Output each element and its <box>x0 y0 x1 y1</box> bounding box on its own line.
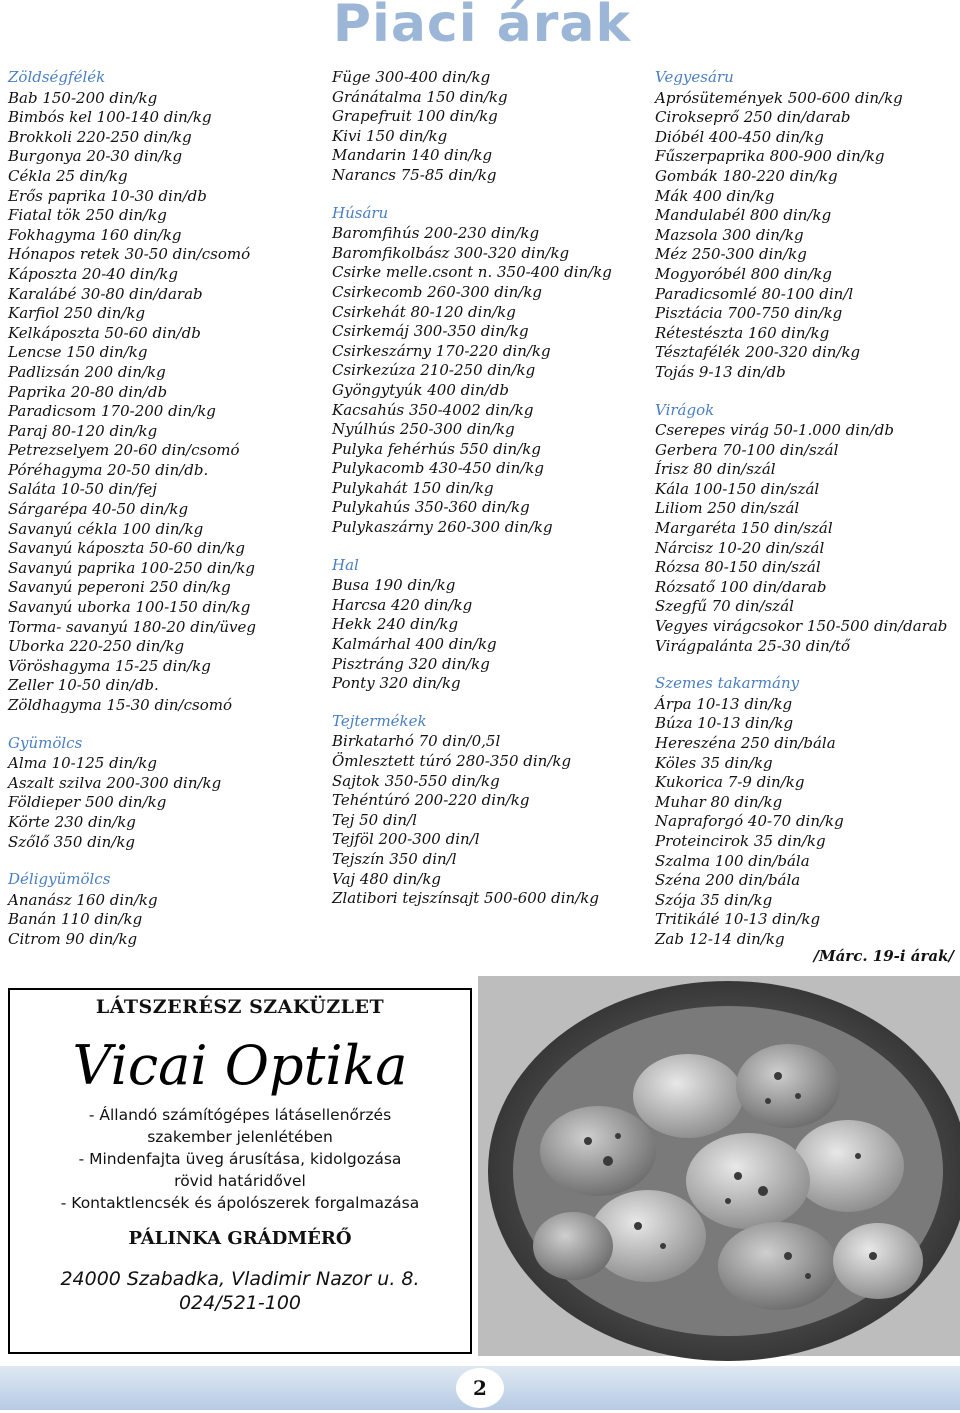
price-item: Narancs 75-85 din/kg <box>332 165 497 184</box>
price-item: Nárcisz 10-20 din/szál <box>655 538 825 557</box>
price-item: Grapefruit 100 din/kg <box>332 107 498 126</box>
section-title: Vegyesáru <box>655 68 734 86</box>
price-item: Fokhagyma 160 din/kg <box>8 225 182 244</box>
price-item: Muhar 80 din/kg <box>655 792 783 811</box>
price-item: Dióbél 400-450 din/kg <box>655 127 824 146</box>
vicai-optika-logo <box>10 1024 470 1104</box>
easter-eggs-photo <box>478 976 960 1356</box>
price-item: Gránátalma 150 din/kg <box>332 87 508 106</box>
section-title: Virágok <box>655 400 715 419</box>
price-item: Cékla 25 din/kg <box>8 166 128 185</box>
price-item: Pulykacomb 430-450 din/kg <box>332 459 544 478</box>
price-list <box>8 89 318 716</box>
price-item: Pulykahús 350-360 din/kg <box>332 498 530 517</box>
price-item: Csirkeszárny 170-220 din/kg <box>332 341 551 360</box>
price-item: Savanyú paprika 100-250 din/kg <box>8 558 256 577</box>
price-item: Busa 190 din/kg <box>332 576 456 595</box>
price-item: Saláta 10-50 din/fej <box>8 480 157 499</box>
egg-shape <box>686 1133 810 1229</box>
section-viragok <box>655 401 955 657</box>
price-item: Kelkáposzta 50-60 din/db <box>8 323 201 342</box>
price-item: Méz 250-300 din/kg <box>655 245 807 264</box>
logo-text: Vicai Optika <box>72 1034 408 1097</box>
section-title: Zöldségfélék <box>8 68 106 86</box>
price-list <box>332 732 642 908</box>
price-item: Csirkecomb 260-300 din/kg <box>332 282 543 301</box>
ad-address: 24000 Szabadka, Vladimir Nazor u. 8. <box>60 1268 420 1290</box>
price-item: Mandarin 140 din/kg <box>332 146 493 165</box>
egg-shape <box>833 1223 923 1299</box>
price-item: Baromfihús 200-230 din/kg <box>332 224 540 243</box>
price-item: Hereszéna 250 din/bála <box>655 734 836 752</box>
price-item: Nyúlhús 250-300 din/kg <box>332 420 515 439</box>
price-item: Torma- savanyú 180-20 din/üveg <box>8 617 256 636</box>
price-item: Ömlesztett túró 280-350 din/kg <box>332 752 572 770</box>
price-item: Burgonya 20-30 din/kg <box>8 147 183 166</box>
price-item: Kála 100-150 din/szál <box>655 479 820 498</box>
price-item: Ananász 160 din/kg <box>8 890 158 909</box>
section-vegyesaru <box>655 68 955 383</box>
price-item: Paradicsomlé 80-100 din/l <box>655 284 854 303</box>
price-item: Proteincirok 35 din/kg <box>655 831 826 850</box>
price-item: Kukorica 7-9 din/kg <box>655 773 805 792</box>
section-zoldsegfelek <box>8 68 318 716</box>
price-item: Pisztráng 320 din/kg <box>332 654 490 673</box>
price-item: Padlizsán 200 din/kg <box>8 362 166 381</box>
price-item: Petrezselyem 20-60 din/csomó <box>8 441 240 460</box>
section-title: Gyümölcs <box>8 733 83 752</box>
price-item: Uborka 220-250 din/kg <box>8 637 185 656</box>
price-item: Szója 35 din/kg <box>655 890 773 909</box>
price-item: Írisz 80 din/szál <box>655 460 776 479</box>
price-item: Szegfű 70 din/szál <box>655 597 794 616</box>
price-date-note: /Márc. 19-i árak/ <box>813 947 954 965</box>
section-gyumolcs <box>8 734 318 853</box>
price-item: Rétestészta 160 din/kg <box>655 323 830 342</box>
price-item: Csirkezúza 210-250 din/kg <box>332 361 536 380</box>
ad-service-line: - Állandó számítógépes látásellenőrzés <box>88 1106 392 1124</box>
price-item: Fiatal tök 250 din/kg <box>8 206 167 225</box>
section-title: Hal <box>332 555 359 574</box>
price-item: Paraj 80-120 din/kg <box>8 421 158 440</box>
price-item: Pulyka fehérhús 550 din/kg <box>332 439 541 458</box>
price-item: Köles 35 din/kg <box>655 753 773 772</box>
price-item: Gerbera 70-100 din/szál <box>655 440 839 459</box>
section-husaru <box>332 204 642 538</box>
price-item: Szőlő 350 din/kg <box>8 832 136 851</box>
price-item: Rózsatő 100 din/darab <box>655 577 827 596</box>
price-item: Banán 110 din/kg <box>8 910 143 929</box>
price-item: Liliom 250 din/szál <box>655 499 800 518</box>
ad-palinka-line: PÁLINKA GRÁDMÉRŐ <box>128 1228 352 1249</box>
price-item: Birkatarhó 70 din/0,5l <box>332 732 501 751</box>
price-item: Vöröshagyma 15-25 din/kg <box>8 656 211 675</box>
price-list <box>332 224 642 538</box>
ad-service-line: szakember jelenlétében <box>147 1128 333 1146</box>
section-szemes-takarmany <box>655 674 955 949</box>
ad-service-line: - Kontaktlencsék és ápolószerek forgalmazása <box>60 1194 420 1212</box>
price-item: Vegyes virágcsokor 150-500 din/darab <box>655 617 948 636</box>
price-item: Erős paprika 10-30 din/db <box>8 186 207 205</box>
price-item: Savanyú uborka 100-150 din/kg <box>8 598 251 617</box>
section-deligyumolcs <box>8 870 318 949</box>
optika-advertisement <box>8 988 472 1354</box>
price-list <box>8 891 318 950</box>
price-item: Tojás 9-13 din/db <box>655 362 786 381</box>
price-item: Harcsa 420 din/kg <box>332 595 473 614</box>
price-item: Szalma 100 din/bála <box>655 851 810 870</box>
price-item: Széna 200 din/bála <box>655 871 801 890</box>
price-item: Mák 400 din/kg <box>655 186 775 205</box>
price-item: Póréhagyma 20-50 din/db. <box>8 460 209 479</box>
price-item: Mogyoróbél 800 din/kg <box>655 264 832 283</box>
price-item: Árpa 10-13 din/kg <box>655 694 793 713</box>
price-item: Sárgarépa 40-50 din/kg <box>8 500 189 519</box>
price-item: Gyöngytyúk 400 din/db <box>332 380 509 399</box>
price-item: Virágpalánta 25-30 din/tő <box>655 636 850 655</box>
price-item: Zlatibori tejszínsajt 500-600 din/kg <box>332 889 599 908</box>
price-list <box>8 754 318 852</box>
price-item: Sajtok 350-550 din/kg <box>332 771 500 790</box>
price-list <box>655 421 955 656</box>
egg-shape <box>540 1106 656 1196</box>
section-title: Tejtermékek <box>332 711 427 730</box>
price-item: Bab 150-200 din/kg <box>8 88 158 107</box>
section-title: Szemes takarmány <box>655 674 800 693</box>
egg-shape <box>533 1212 613 1280</box>
price-item: Napraforgó 40-70 din/kg <box>655 812 844 831</box>
price-item: Csirke melle.csont n. 350-400 din/kg <box>332 263 612 282</box>
price-item: Csirkemáj 300-350 din/kg <box>332 322 529 341</box>
ad-service-line: rövid határidővel <box>174 1172 306 1190</box>
price-item: Tejszín 350 din/l <box>332 849 457 868</box>
price-item: Tej 50 din/l <box>332 810 417 829</box>
price-item: Kivi 150 din/kg <box>332 126 448 145</box>
section-title: Déligyümölcs <box>8 870 111 889</box>
ad-title: LÁTSZERÉSZ SZAKÜZLET <box>95 996 385 1018</box>
egg-shape <box>633 1054 743 1138</box>
price-item: Margaréta 150 din/szál <box>655 519 833 538</box>
price-item: Pulykaszárny 260-300 din/kg <box>332 518 553 537</box>
price-item: Alma 10-125 din/kg <box>8 754 157 773</box>
price-list <box>655 89 955 383</box>
price-item: Ponty 320 din/kg <box>332 674 461 693</box>
price-item: Kalmárhal 400 din/kg <box>332 635 497 654</box>
price-item: Bimbós kel 100-140 din/kg <box>8 108 212 127</box>
price-item: Zeller 10-50 din/db. <box>8 676 159 695</box>
price-column-3 <box>655 68 955 968</box>
section-hal <box>332 556 642 694</box>
price-column-1 <box>8 68 318 968</box>
price-item: Kacsahús 350-4002 din/kg <box>332 400 534 419</box>
price-item: Búza 10-13 din/kg <box>655 714 794 733</box>
price-item: Pisztácia 700-750 din/kg <box>655 304 843 323</box>
price-item: Vaj 480 din/kg <box>332 869 442 888</box>
egg-shape <box>736 1044 840 1128</box>
price-item: Cirokseprő 250 din/darab <box>655 108 851 127</box>
price-item: Fűszerpaprika 800-900 din/kg <box>655 147 885 166</box>
price-item: Füge 300-400 din/kg <box>332 68 491 86</box>
price-item: Karfiol 250 din/kg <box>8 304 146 323</box>
ad-service-line: - Mindenfajta üveg árusítása, kidolgozása <box>78 1150 402 1168</box>
price-item: Savanyú cékla 100 din/kg <box>8 519 204 538</box>
price-item: Gombák 180-220 din/kg <box>655 166 838 185</box>
price-item: Aszalt szilva 200-300 din/kg <box>8 773 222 792</box>
ad-phone: 024/521-100 <box>178 1292 302 1314</box>
price-item: Brokkoli 220-250 din/kg <box>8 127 192 146</box>
price-item: Zab 12-14 din/kg <box>655 929 785 948</box>
price-item: Hekk 240 din/kg <box>332 615 459 634</box>
price-item: Tésztafélék 200-320 din/kg <box>655 343 861 362</box>
price-item: Csirkehát 80-120 din/kg <box>332 302 516 321</box>
egg-shape <box>718 1222 838 1310</box>
price-item: Paradicsom 170-200 din/kg <box>8 402 216 421</box>
price-item: Paprika 20-80 din/db <box>8 382 168 401</box>
price-item: Tejföl 200-300 din/l <box>332 830 480 849</box>
price-item: Tritikálé 10-13 din/kg <box>655 910 821 929</box>
price-item: Földieper 500 din/kg <box>8 793 167 812</box>
price-list <box>332 576 642 694</box>
price-item: Mazsola 300 din/kg <box>655 225 804 244</box>
price-item: Cserepes virág 50-1.000 din/db <box>655 421 894 440</box>
egg-shape <box>792 1120 904 1212</box>
price-column-2 <box>332 68 642 927</box>
page-title: Piaci árak <box>332 0 632 54</box>
price-item: Karalábé 30-80 din/darab <box>8 284 203 303</box>
price-item: Baromfikolbász 300-320 din/kg <box>332 243 570 262</box>
price-item: Citrom 90 din/kg <box>8 929 138 948</box>
price-item: Rózsa 80-150 din/szál <box>655 558 821 577</box>
price-item: Savanyú káposzta 50-60 din/kg <box>8 539 246 558</box>
price-item: Tehéntúró 200-220 din/kg <box>332 791 530 810</box>
price-item: Káposzta 20-40 din/kg <box>8 264 178 283</box>
price-item: Pulykahát 150 din/kg <box>332 478 494 497</box>
price-item: Zöldhagyma 15-30 din/csomó <box>8 696 232 714</box>
price-item: Aprósütemények 500-600 din/kg <box>655 88 903 107</box>
price-item: Körte 230 din/kg <box>8 812 136 831</box>
page-number: 2 <box>456 1368 504 1408</box>
section-title: Húsáru <box>332 203 389 222</box>
price-list <box>655 695 955 950</box>
section-tejtermekek <box>332 712 642 909</box>
price-list <box>332 68 642 186</box>
section-deligyumolcs-continued <box>332 68 642 186</box>
price-item: Hónapos retek 30-50 din/csomó <box>8 245 251 264</box>
price-item: Mandulabél 800 din/kg <box>655 206 832 225</box>
price-item: Lencse 150 din/kg <box>8 343 148 362</box>
price-item: Savanyú peperoni 250 din/kg <box>8 578 231 597</box>
